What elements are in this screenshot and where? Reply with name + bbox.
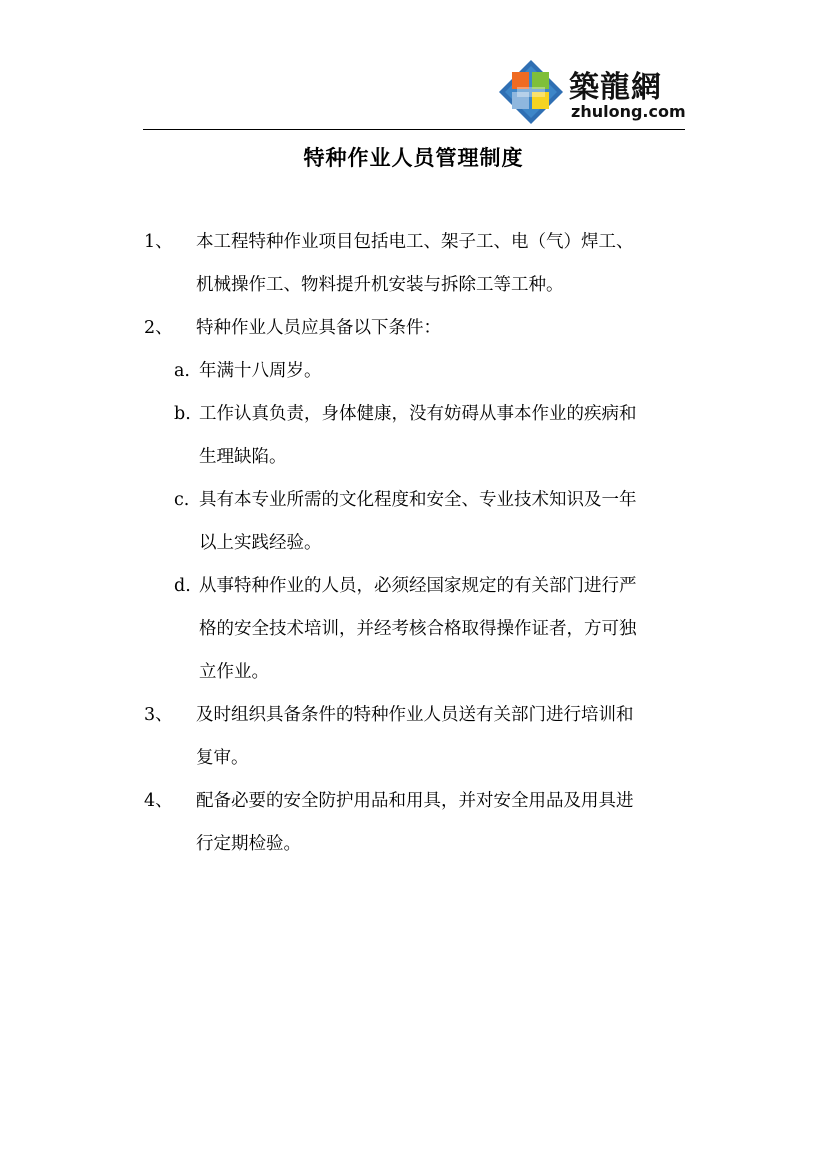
logo-en-text: zhulong.com (571, 102, 686, 121)
item-text-line: 从事特种作业的人员，必须经国家规定的有关部门进行严 (199, 576, 637, 596)
sub-item-letter: a. (174, 361, 190, 381)
item-text-line: 立作业。 (199, 662, 269, 682)
item-text-line: 生理缺陷。 (199, 447, 287, 467)
item-text-line: 机械操作工、物料提升机安装与拆除工等工种。 (196, 275, 564, 295)
item-text-line: 格的安全技术培训，并经考核合格取得操作证者，方可独 (199, 619, 637, 639)
header-rule (143, 129, 685, 130)
item-number: 4、 (144, 791, 173, 811)
logo-cn-text: 築龍網 (569, 70, 662, 105)
item-text-line: 及时组织具备条件的特种作业人员送有关部门进行培训和 (196, 705, 634, 725)
item-text-line: 工作认真负责，身体健康，没有妨碍从事本作业的疾病和 (199, 404, 637, 424)
item-number: 2、 (144, 318, 173, 338)
item-text-line: 年满十八周岁。 (199, 361, 322, 381)
item-text-line: 以上实践经验。 (199, 533, 322, 553)
item-text-line: 复审。 (196, 748, 249, 768)
item-text-line: 特种作业人员应具备以下条件： (196, 318, 441, 338)
zhulong-logo (497, 58, 687, 128)
item-text-line: 本工程特种作业项目包括电工、架子工、电（气）焊工、 (196, 232, 634, 252)
item-number: 3、 (144, 705, 173, 725)
item-number: 1、 (144, 232, 173, 252)
item-text-line: 行定期检验。 (196, 834, 301, 854)
document-title: 特种作业人员管理制度 (303, 146, 524, 170)
sub-item-letter: c. (174, 490, 190, 510)
sub-item-letter: b. (174, 404, 191, 424)
item-text-line: 具有本专业所需的文化程度和安全、专业技术知识及一年 (199, 490, 637, 510)
zhulong-logo-icon (497, 58, 565, 126)
sub-item-letter: d. (174, 576, 191, 596)
item-text-line: 配备必要的安全防护用品和用具，并对安全用品及用具进 (196, 791, 634, 811)
